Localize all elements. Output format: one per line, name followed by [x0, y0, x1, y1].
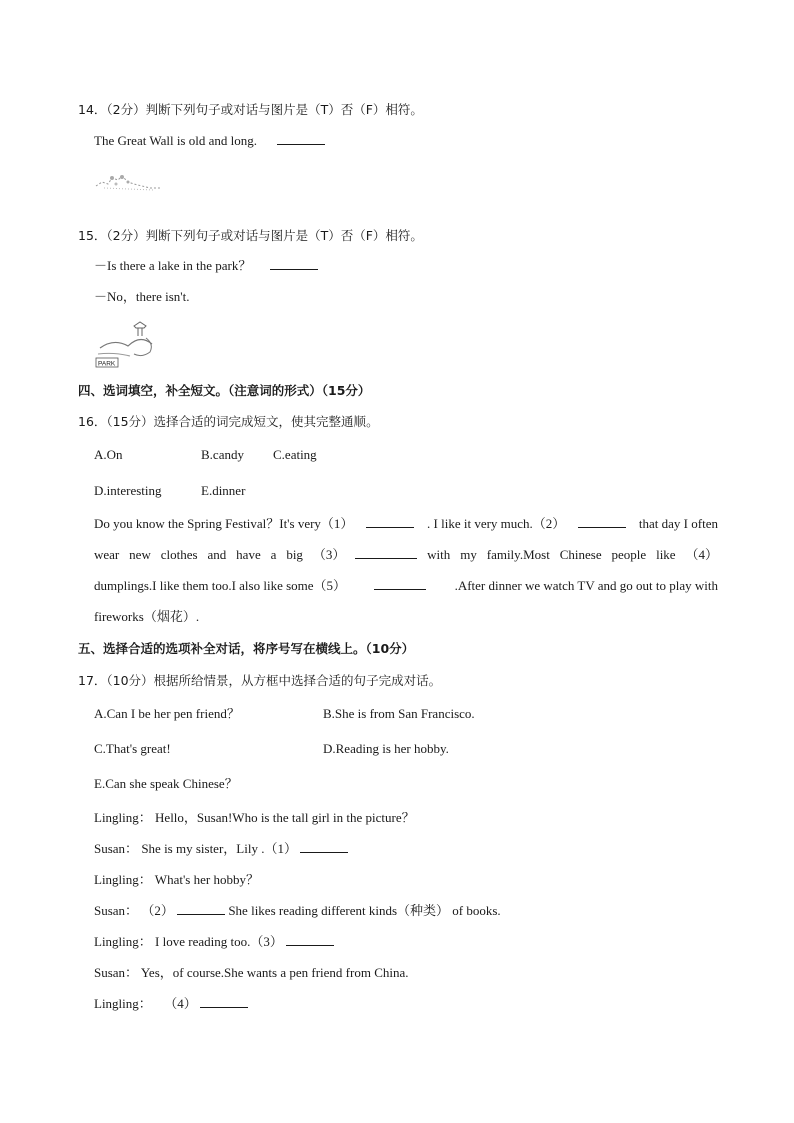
q17-header: 17．（10分）根据所给情景，从方框中选择合适的句子完成对话。 — [78, 673, 442, 688]
q16-header: 16．（15分）选择合适的词完成短文，使其完整通顺。 — [78, 414, 379, 429]
word: clothes — [160, 547, 198, 562]
q16-passage-1b: . I like it very much.（2） — [427, 516, 566, 531]
great-wall-image — [94, 168, 164, 196]
word: wear — [94, 547, 120, 562]
q16-option-a: A.On — [94, 447, 123, 462]
q17-option-c: C.That's great! — [94, 741, 171, 756]
q17-option-d: D.Reading is her hobby. — [323, 741, 449, 756]
q14-sentence — [94, 132, 325, 150]
q16-passage-1a: Do you know the Spring Festival？It's very（1） — [94, 516, 354, 531]
q16-passage-line-3 — [94, 577, 718, 595]
word: like — [656, 547, 676, 562]
dialogue-line-3 — [94, 871, 259, 889]
q15-answer-blank[interactable] — [270, 257, 318, 270]
word: have — [236, 547, 261, 562]
word: people — [611, 547, 647, 562]
q17-option-b: B.She is from San Francisco. — [323, 706, 475, 721]
dialogue-text: She is my sister，Lily .（1） — [141, 841, 297, 856]
q14-answer-blank[interactable] — [277, 132, 325, 145]
q15-answer-line: －No，there isn't. — [94, 289, 190, 304]
q15-header: 15．（2分）判断下列句子或对话与图片是（T）否（F）相符。 — [78, 228, 423, 243]
q17-option-a: A.Can I be her pen friend？ — [94, 706, 240, 721]
word: and — [207, 547, 227, 562]
q16-blank-3[interactable] — [355, 546, 417, 559]
dialogue-text: Yes，of course.She wants a pen friend from China. — [140, 965, 409, 980]
dialogue-text: Hello，Susan!Who is the tall girl in the picture？ — [155, 810, 415, 825]
q17-blank-1[interactable] — [300, 840, 348, 853]
dialogue-line-2 — [94, 840, 348, 858]
q15-question — [94, 257, 318, 275]
dialogue-line-5 — [94, 933, 334, 951]
dialogue-text: I love reading too.（3） — [155, 934, 283, 949]
section4-title: 四、选词填空，补全短文。（注意词的形式）（15分） — [78, 383, 371, 398]
q16-passage-line-1 — [94, 515, 718, 533]
q16-option-b: B.candy — [201, 447, 244, 462]
speaker-susan: Susan： — [94, 965, 139, 980]
dialogue-text: （4） — [164, 996, 197, 1011]
section5-title: 五、选择合适的选项补全对话，将序号写在横线上。（10分） — [78, 641, 415, 656]
speaker-susan: Susan： — [94, 903, 139, 918]
speaker-lingling: Lingling： — [94, 872, 152, 887]
q16-option-c: C.eating — [273, 447, 317, 462]
dialogue-line-7 — [94, 995, 248, 1013]
dialogue-text-after: She likes reading different kinds（种类） of books. — [228, 903, 501, 918]
word: a — [270, 547, 277, 562]
q16-passage-line-2 — [94, 546, 718, 564]
q17-option-e: E.Can she speak Chinese？ — [94, 776, 238, 791]
dialogue-text: What's her hobby？ — [154, 872, 259, 887]
q16-passage-3b: .After dinner we watch TV and go out to play with — [454, 578, 718, 593]
q17-blank-3[interactable] — [286, 933, 334, 946]
dialogue-line-6 — [94, 964, 409, 982]
q16-blank-5[interactable] — [374, 577, 426, 590]
dialogue-text: （2） — [141, 903, 174, 918]
park-sign-text: PARK — [98, 360, 116, 368]
speaker-lingling: Lingling： — [94, 810, 152, 825]
q17-blank-2[interactable] — [177, 902, 225, 915]
speaker-lingling: Lingling： — [94, 996, 152, 1011]
word: big — [286, 547, 303, 562]
word: new — [129, 547, 151, 562]
dialogue-line-4 — [94, 902, 501, 920]
q16-blank-2[interactable] — [578, 515, 626, 528]
q16-num-4: （4） — [685, 547, 718, 562]
dialogue-line-1 — [94, 809, 415, 827]
q16-passage-1c: that day I often — [638, 516, 718, 531]
word: with — [427, 547, 451, 562]
q17-blank-4[interactable] — [200, 995, 248, 1008]
word: Chinese — [559, 547, 602, 562]
q16-option-d: D.interesting — [94, 483, 162, 498]
word: my — [460, 547, 477, 562]
q16-passage-3a: dumplings.I like them too.I also like some（5） — [94, 578, 347, 593]
q16-passage-line-4: fireworks（烟花）. — [94, 609, 200, 624]
speaker-susan: Susan： — [94, 841, 139, 856]
word: family.Most — [486, 547, 550, 562]
q16-num-3: （3） — [312, 547, 346, 562]
q14-sentence-text: The Great Wall is old and long. — [94, 133, 257, 148]
speaker-lingling: Lingling： — [94, 934, 152, 949]
park-image — [94, 318, 164, 368]
q14-header: 14．（2分）判断下列句子或对话与图片是（T）否（F）相符。 — [78, 102, 423, 117]
q16-option-e: E.dinner — [201, 483, 246, 498]
q15-question-text: －Is there a lake in the park？ — [94, 258, 252, 273]
q16-blank-1[interactable] — [366, 515, 414, 528]
